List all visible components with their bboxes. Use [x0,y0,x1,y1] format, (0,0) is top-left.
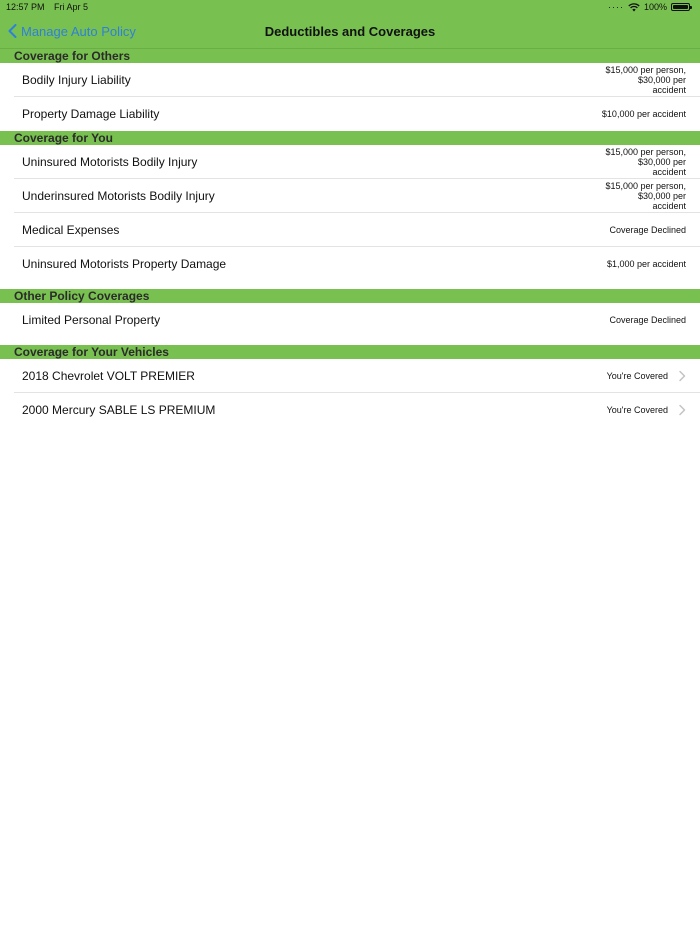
section-header: Coverage for You [0,131,700,145]
coverage-row [14,303,700,337]
coverage-list [0,49,700,427]
row-value-line: $1,000 per accident [606,259,686,269]
row-value [607,371,668,381]
cellular-dots-icon: ···· [607,2,624,12]
coverage-row [14,145,700,179]
row-label: Uninsured Motorists Bodily Injury [22,154,198,169]
row-value-line: accident [652,200,686,211]
battery-percent: 100% [643,2,667,12]
vehicle-row[interactable] [14,359,700,393]
row-label: Medical Expenses [22,222,120,237]
chevron-right-icon [678,370,686,382]
row-value-line: $30,000 per [637,156,686,167]
section-rows [0,63,700,131]
section-spacer [0,281,700,289]
row-value [602,109,686,119]
section-spacer [0,337,700,345]
row-value [607,405,668,415]
vehicle-row[interactable] [14,393,700,427]
status-date: Fri Apr 5 [54,2,89,12]
status-bar [6,2,690,14]
row-label: Property Damage Liability [22,107,160,121]
status-time: 12:57 PM [6,2,45,12]
row-label: 2000 Mercury SABLE LS PREMIUM [22,403,216,417]
section-header: Coverage for Others [0,49,700,63]
coverage-row [14,63,700,97]
row-value-line: $30,000 per [637,74,686,85]
section-rows [0,359,700,427]
coverage-row [14,97,700,131]
row-value-line: You're Covered [606,370,668,381]
row-value-line: $10,000 per accident [601,109,686,119]
row-label: Limited Personal Property [22,313,161,327]
row-value [609,225,686,235]
coverage-row [14,179,700,213]
page-title: Deductibles and Coverages [264,24,436,39]
row-value-line: accident [652,166,686,177]
row-value-line: Coverage Declined [609,315,686,325]
row-value [607,259,686,269]
row-label: Bodily Injury Liability [22,72,131,87]
row-value [605,181,686,211]
coverage-row [14,213,700,247]
row-value-line: accident [652,84,686,95]
row-value-line: $15,000 per person, [605,180,686,191]
section-header: Coverage for Your Vehicles [0,345,700,359]
wifi-icon [628,3,640,12]
row-value [605,65,686,95]
row-value [605,147,686,177]
chevron-right-icon [678,404,686,416]
row-value-line: $30,000 per [637,190,686,201]
row-value-line: $15,000 per person, [605,64,686,75]
section-header: Other Policy Coverages [0,289,700,303]
row-label: Uninsured Motorists Property Damage [22,257,227,271]
battery-icon [671,3,690,11]
row-value-line: Coverage Declined [609,224,686,235]
row-value [609,315,686,325]
row-value-line: You're Covered [606,405,668,415]
back-button-label: Manage Auto Policy [21,23,136,39]
coverage-row [14,247,700,281]
navigation-bar [0,0,700,49]
row-label: 2018 Chevrolet VOLT PREMIER [22,368,195,383]
row-value-line: $15,000 per person, [605,146,686,157]
section-rows [0,145,700,281]
row-label: Underinsured Motorists Bodily Injury [22,188,215,203]
section-rows [0,303,700,337]
